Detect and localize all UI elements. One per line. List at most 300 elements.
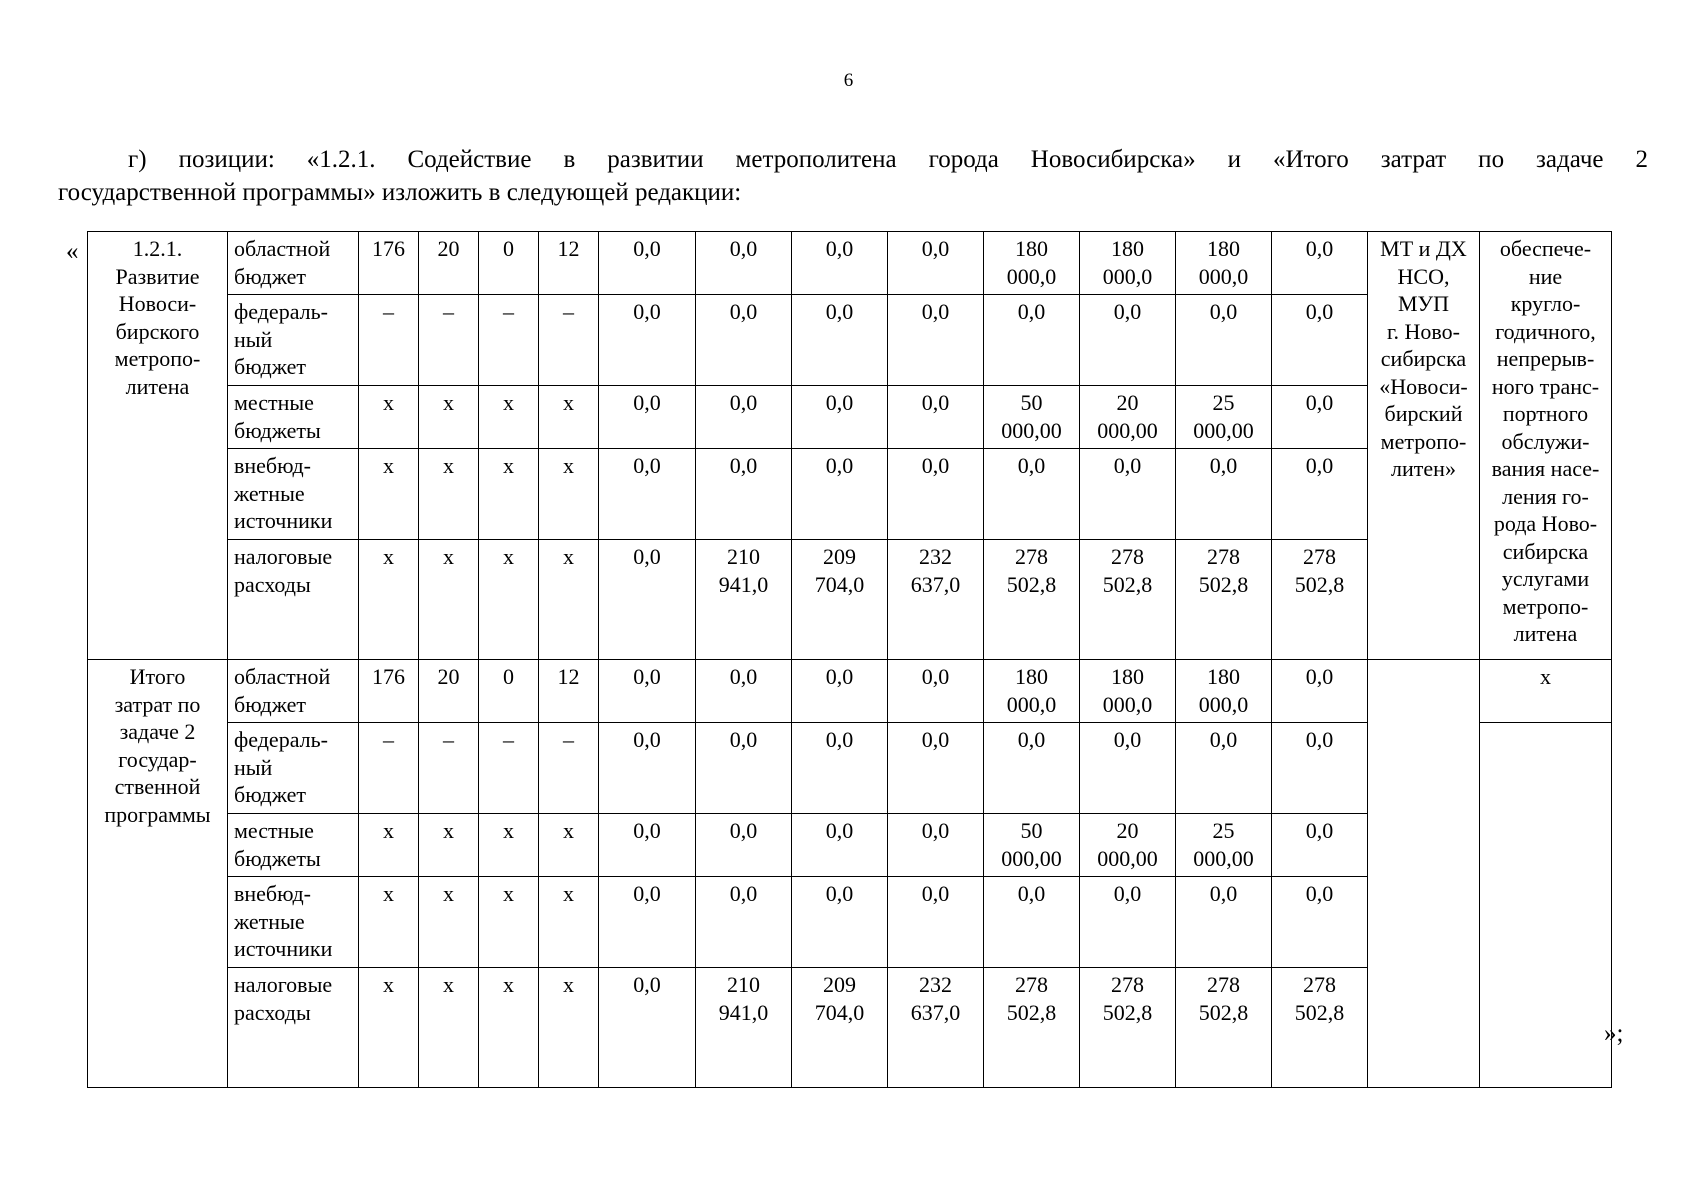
value-cell [888, 449, 984, 540]
value-cell [419, 295, 479, 386]
cell-line: 0,0 [921, 299, 950, 324]
cell-line: 180 [1111, 236, 1144, 261]
value-cell [539, 660, 599, 723]
intro-line-2: государственной программы» изложить в следующей редакции: [58, 179, 742, 206]
table-body [88, 232, 1612, 1088]
cell-line: метропо- [1502, 593, 1589, 619]
value-cell [359, 295, 419, 386]
value-cell [419, 660, 479, 723]
value-cell [479, 386, 539, 449]
value-cell [984, 449, 1080, 540]
value-cell [1272, 295, 1368, 386]
cell-line: 0,0 [633, 818, 661, 843]
cell-line: 0,0 [729, 236, 758, 261]
cell-line: г. Ново- [1387, 318, 1460, 344]
value-cell [792, 660, 888, 723]
cell-line: 704,0 [814, 999, 865, 1025]
value-cell [479, 660, 539, 723]
cell-line: 0,0 [729, 453, 758, 478]
value-cell [792, 449, 888, 540]
cell-line: 278 [1207, 544, 1240, 569]
expected-result-cell [1480, 660, 1612, 723]
value-cell [984, 660, 1080, 723]
cell-line: 502,8 [1294, 571, 1345, 597]
cell-line: 0,0 [921, 664, 950, 689]
cell-line: расходы [234, 571, 311, 597]
cell-line: х [443, 881, 454, 906]
value-cell [359, 723, 419, 814]
cell-line: – [563, 727, 574, 752]
cell-line: рода Ново- [1493, 511, 1598, 536]
cell-line: 20 [437, 236, 460, 261]
cell-line: кругло- [1510, 291, 1581, 316]
cell-line: 180 [1207, 664, 1240, 689]
cell-line: литен» [1391, 456, 1456, 481]
cell-line: – [563, 299, 574, 324]
cell-line: 0,0 [1209, 727, 1238, 752]
value-cell [479, 449, 539, 540]
value-cell [419, 232, 479, 295]
cell-line: 0,0 [825, 818, 854, 843]
cell-line: 232 [919, 972, 952, 997]
cell-line: 210 [727, 544, 760, 569]
cell-line: портного [1502, 401, 1589, 426]
cell-line: 0,0 [825, 727, 854, 752]
value-cell [539, 723, 599, 814]
cell-line: 502,8 [1198, 999, 1249, 1025]
cell-line: 0,0 [921, 236, 950, 261]
cell-line: НСО, [1397, 263, 1450, 289]
page-number: 6 [843, 70, 854, 91]
value-cell [1176, 877, 1272, 968]
cell-line: бирский [1384, 401, 1463, 426]
value-cell [1080, 449, 1176, 540]
cell-line: 941,0 [718, 571, 769, 597]
value-cell [888, 660, 984, 723]
cell-line: – [443, 299, 454, 324]
cell-line: 0,0 [921, 818, 950, 843]
value-cell [419, 968, 479, 1088]
cell-line: жетные [234, 480, 305, 506]
cell-line: – [383, 727, 394, 752]
cell-line: литена [125, 373, 190, 399]
cell-line: областной [234, 664, 331, 689]
value-cell [359, 660, 419, 723]
cell-line: 278 [1207, 972, 1240, 997]
value-cell [479, 968, 539, 1088]
cell-line: 000,0 [1102, 691, 1153, 717]
cell-line: непрерыв- [1496, 346, 1595, 371]
cell-line: х [383, 818, 394, 843]
cell-line: 000,0 [1006, 263, 1057, 289]
value-cell [1272, 540, 1368, 660]
value-cell [984, 540, 1080, 660]
value-cell [599, 295, 696, 386]
value-cell [1272, 660, 1368, 723]
value-cell [359, 232, 419, 295]
cell-line: 0,0 [921, 881, 950, 906]
value-cell [1080, 968, 1176, 1088]
value-cell [1272, 232, 1368, 295]
value-cell [792, 814, 888, 877]
cell-line: х [443, 544, 454, 569]
value-cell [539, 814, 599, 877]
cell-line: 25 [1212, 818, 1235, 843]
cell-line: федераль- [234, 727, 328, 752]
value-cell [1176, 814, 1272, 877]
expected-result-cell [1480, 232, 1612, 660]
cell-line: х [563, 972, 574, 997]
cell-line: сибирска [1502, 538, 1589, 564]
cell-line: бюджеты [234, 845, 321, 871]
cell-line: 176 [372, 664, 405, 689]
value-cell [1176, 660, 1272, 723]
cell-line: – [443, 727, 454, 752]
cell-line: 0,0 [1017, 453, 1046, 478]
value-cell [984, 877, 1080, 968]
cell-line: 637,0 [910, 999, 961, 1025]
value-cell [479, 295, 539, 386]
value-cell [1272, 877, 1368, 968]
cell-line: 000,0 [1102, 263, 1153, 289]
cell-line: 000,00 [1193, 417, 1254, 443]
cell-line: 0,0 [633, 972, 661, 997]
value-cell [359, 540, 419, 660]
cell-line: 0,0 [1113, 881, 1142, 906]
value-cell [1176, 386, 1272, 449]
value-cell [984, 723, 1080, 814]
cell-line: 0,0 [1017, 299, 1046, 324]
cell-line: х [503, 453, 514, 478]
value-cell [696, 814, 792, 877]
cell-line: 000,0 [1006, 691, 1057, 717]
cell-line: – [503, 299, 514, 324]
value-cell [696, 386, 792, 449]
cell-line: 637,0 [910, 571, 961, 597]
cell-line: налоговые [234, 972, 333, 997]
cell-line: обеспече- [1499, 236, 1592, 261]
value-cell [419, 386, 479, 449]
cell-line: 180 [1207, 236, 1240, 261]
value-cell [792, 232, 888, 295]
value-cell [359, 386, 419, 449]
cell-line: х [563, 881, 574, 906]
funding-source-cell [228, 540, 359, 660]
value-cell [792, 968, 888, 1088]
cell-line: затрат по [114, 691, 201, 717]
cell-line: программы [104, 801, 211, 827]
cell-line: х [443, 453, 454, 478]
value-cell [419, 723, 479, 814]
cell-line: бирского [115, 318, 200, 344]
cell-line: 278 [1303, 972, 1336, 997]
value-cell [696, 660, 792, 723]
cell-line: 0,0 [1209, 299, 1238, 324]
cell-line: 0,0 [1305, 390, 1334, 415]
funding-source-cell [228, 232, 359, 295]
value-cell [984, 814, 1080, 877]
table-row [88, 232, 1612, 295]
cell-line: 12 [557, 236, 580, 261]
value-cell [984, 295, 1080, 386]
cell-line: х [563, 544, 574, 569]
value-cell [888, 232, 984, 295]
value-cell [539, 877, 599, 968]
cell-line: 0,0 [1209, 453, 1238, 478]
closing-quote-mark: »; [1604, 1020, 1624, 1047]
cell-line: 278 [1015, 972, 1048, 997]
cell-line: источники [234, 936, 333, 961]
value-cell [696, 968, 792, 1088]
value-cell [1080, 295, 1176, 386]
value-cell [539, 295, 599, 386]
value-cell [479, 877, 539, 968]
cell-line: 0,0 [825, 299, 854, 324]
cell-line: х [443, 818, 454, 843]
value-cell [479, 814, 539, 877]
opening-quote-mark: « [66, 238, 79, 265]
cell-line: 180 [1015, 236, 1048, 261]
cell-line: 0,0 [1305, 664, 1334, 689]
cell-line: ственной [114, 774, 201, 799]
cell-line: 20 [1116, 390, 1139, 415]
cell-line: 209 [823, 972, 856, 997]
cell-line: 20 [437, 664, 460, 689]
funding-source-cell [228, 723, 359, 814]
value-cell [984, 968, 1080, 1088]
cell-line: х [1540, 664, 1551, 689]
value-cell [1080, 540, 1176, 660]
value-cell [599, 723, 696, 814]
cell-line: 0,0 [633, 390, 661, 415]
cell-line: метропо- [1380, 428, 1467, 454]
value-cell [888, 386, 984, 449]
funding-source-cell [228, 386, 359, 449]
total-name-cell [88, 660, 228, 1088]
cell-line: внебюд- [234, 881, 311, 906]
cell-line: бюджеты [234, 417, 321, 443]
value-cell [888, 814, 984, 877]
value-cell [1080, 232, 1176, 295]
intro-paragraph [58, 143, 1648, 209]
cell-line: 502,8 [1294, 999, 1345, 1025]
table-row [88, 660, 1612, 723]
cell-line: литена [1513, 621, 1578, 646]
cell-line: 0,0 [1305, 881, 1334, 906]
cell-line: х [503, 544, 514, 569]
cell-line: внебюд- [234, 453, 311, 478]
cell-line: х [503, 972, 514, 997]
cell-line: х [383, 544, 394, 569]
cell-line: х [443, 390, 454, 415]
value-cell [599, 660, 696, 723]
cell-line: 502,8 [1006, 571, 1057, 597]
cell-line: 0,0 [633, 544, 661, 569]
cell-line: ние [1528, 263, 1563, 289]
funding-source-cell [228, 968, 359, 1088]
cell-line: 502,8 [1006, 999, 1057, 1025]
cell-line: МУП [1397, 291, 1450, 316]
cell-line: Развитие [115, 263, 200, 289]
program-costs-table [87, 231, 1612, 1088]
cell-line: 176 [372, 236, 405, 261]
value-cell [696, 723, 792, 814]
cell-line: бюджет [234, 354, 306, 379]
cell-line: 50 [1020, 818, 1043, 843]
cell-line: 704,0 [814, 571, 865, 597]
cell-line: 0,0 [825, 664, 854, 689]
cell-line: 0 [503, 236, 514, 261]
funding-source-cell [228, 877, 359, 968]
value-cell [888, 968, 984, 1088]
value-cell [792, 386, 888, 449]
cell-line: 0,0 [729, 881, 758, 906]
cell-line: 000,00 [1001, 845, 1062, 871]
cell-line: налоговые [234, 544, 333, 569]
cell-line: 0,0 [921, 727, 950, 752]
cell-line: 0,0 [825, 390, 854, 415]
cell-line: 232 [919, 544, 952, 569]
activity-name-cell [88, 232, 228, 660]
cell-line: 0,0 [1113, 299, 1142, 324]
value-cell [599, 386, 696, 449]
cell-line: 0,0 [1305, 453, 1334, 478]
cell-line: 000,00 [1097, 845, 1158, 871]
funding-source-cell [228, 814, 359, 877]
cell-line: – [503, 727, 514, 752]
cell-line: 502,8 [1102, 571, 1153, 597]
cell-line: 0,0 [1113, 453, 1142, 478]
cell-line: х [383, 390, 394, 415]
value-cell [539, 232, 599, 295]
cell-line: 0,0 [825, 881, 854, 906]
value-cell [1272, 723, 1368, 814]
cell-line: 000,00 [1097, 417, 1158, 443]
value-cell [696, 877, 792, 968]
cell-line: местные [234, 390, 314, 415]
value-cell [359, 449, 419, 540]
value-cell [792, 540, 888, 660]
cell-line: 0,0 [729, 818, 758, 843]
cell-line: – [383, 299, 394, 324]
cell-line: 278 [1111, 544, 1144, 569]
cell-line: 0,0 [633, 453, 661, 478]
cell-line: «Новоси- [1379, 373, 1468, 399]
cell-line: 0,0 [921, 390, 950, 415]
value-cell [419, 814, 479, 877]
funding-source-cell [228, 295, 359, 386]
cell-line: бюджет [234, 782, 306, 807]
cell-line: 0,0 [1017, 881, 1046, 906]
cell-line: федераль- [234, 299, 328, 324]
value-cell [1272, 386, 1368, 449]
value-cell [696, 295, 792, 386]
cell-line: 180 [1111, 664, 1144, 689]
value-cell [1176, 968, 1272, 1088]
cell-line: х [383, 453, 394, 478]
value-cell [1176, 232, 1272, 295]
cell-line: Новоси- [118, 291, 197, 316]
cell-line: 278 [1015, 544, 1048, 569]
value-cell [1080, 723, 1176, 814]
value-cell [1080, 660, 1176, 723]
cell-line: 278 [1303, 544, 1336, 569]
cell-line: 210 [727, 972, 760, 997]
executor-cell [1368, 660, 1480, 1088]
value-cell [888, 540, 984, 660]
cell-line: 278 [1111, 972, 1144, 997]
value-cell [599, 232, 696, 295]
cell-line: 502,8 [1102, 999, 1153, 1025]
cell-line: вания насе- [1491, 456, 1600, 481]
cell-line: жетные [234, 908, 305, 934]
cell-line: 0,0 [825, 236, 854, 261]
cell-line: расходы [234, 999, 311, 1025]
cell-line: х [503, 818, 514, 843]
value-cell [1272, 968, 1368, 1088]
value-cell [792, 877, 888, 968]
value-cell [888, 295, 984, 386]
cell-line: 0,0 [1305, 818, 1334, 843]
cell-line: х [563, 453, 574, 478]
cell-line: ного транс- [1491, 373, 1600, 399]
value-cell [419, 449, 479, 540]
value-cell [1176, 540, 1272, 660]
cell-line: х [563, 390, 574, 415]
cell-line: 0,0 [1305, 727, 1334, 752]
cell-line: 0,0 [729, 299, 758, 324]
value-cell [1272, 449, 1368, 540]
cell-line: метропо- [114, 346, 201, 371]
value-cell [359, 968, 419, 1088]
cell-line: 0,0 [729, 390, 758, 415]
value-cell [1080, 877, 1176, 968]
intro-line-1: г) позиции: «1.2.1. Содействие в развитии метрополитена города Новосибирска» и «Итого затрат по задаче 2 [128, 146, 1648, 173]
cell-line: 0,0 [921, 453, 950, 478]
value-cell [599, 814, 696, 877]
cell-line: 20 [1116, 818, 1139, 843]
cell-line: задаче 2 [119, 719, 196, 744]
cell-line: бюджет [234, 691, 306, 717]
cell-line: местные [234, 818, 314, 843]
cell-line: х [443, 972, 454, 997]
cell-line: 0,0 [633, 727, 661, 752]
cell-line: 941,0 [718, 999, 769, 1025]
cell-line: сибирска [1380, 346, 1467, 371]
cell-line: 0,0 [633, 299, 661, 324]
value-cell [539, 540, 599, 660]
cell-line: 12 [557, 664, 580, 689]
value-cell [1176, 723, 1272, 814]
cell-line: источники [234, 508, 333, 533]
cell-line: ный [234, 326, 273, 352]
value-cell [792, 295, 888, 386]
cell-line: 209 [823, 544, 856, 569]
cell-line: 0,0 [1305, 236, 1334, 261]
cell-line: х [383, 881, 394, 906]
value-cell [419, 540, 479, 660]
value-cell [599, 968, 696, 1088]
funding-source-cell [228, 449, 359, 540]
cell-line: х [563, 818, 574, 843]
expected-result-cell-empty [1480, 723, 1612, 1088]
cell-line: 0,0 [1017, 727, 1046, 752]
value-cell [599, 540, 696, 660]
cell-line: х [503, 390, 514, 415]
cell-line: 0,0 [633, 881, 661, 906]
cell-line: 0,0 [825, 453, 854, 478]
value-cell [792, 723, 888, 814]
